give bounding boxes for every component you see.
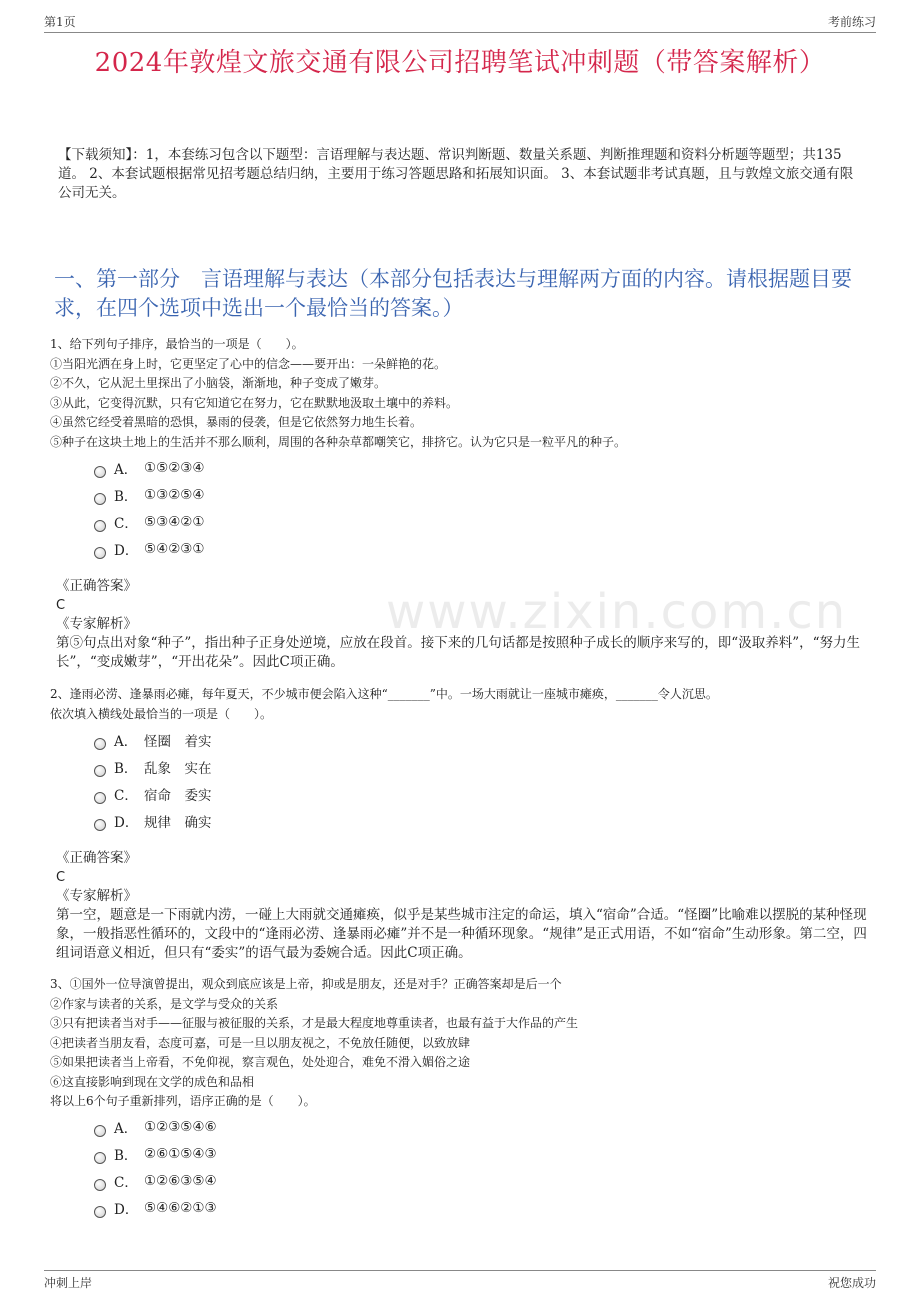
question-3	[50, 975, 870, 1222]
option-d[interactable]: D． ⑤④⑥②①③	[94, 1195, 870, 1222]
option-d[interactable]: D． ⑤④②③①	[94, 535, 870, 562]
page-title: 2024年敦煌文旅交通有限公司招聘笔试冲刺题（带答案解析）	[94, 48, 826, 78]
option-b[interactable]: B． ②⑥①⑤④③	[94, 1141, 870, 1168]
question-line: ③只有把读者当对手——征服与被征服的关系，才是最大程度地尊重读者，也最有益于大作品的产生	[50, 1016, 579, 1030]
option-a[interactable]: A． 怪圈 着实	[94, 726, 870, 753]
options	[94, 726, 870, 834]
radio-icon[interactable]	[94, 1152, 106, 1164]
option-b[interactable]: B． ①③②⑤④	[94, 481, 870, 508]
question-line: ①当阳光洒在身上时，它更坚定了心中的信念——要开出：一朵鲜艳的花。	[50, 356, 447, 371]
section-heading: 一、第一部分 言语理解与表达（本部分包括表达与理解两方面的内容。请根据题目要求，在四个选项中选出一个最恰当的答案。）	[54, 267, 852, 320]
page-footer	[44, 1270, 876, 1296]
option-c[interactable]: C． ①②⑥③⑤④	[94, 1168, 870, 1195]
question-line: 1、给下列句子排序，最恰当的一项是（ ）。	[50, 337, 304, 351]
option-c[interactable]: C． 宿命 委实	[94, 780, 870, 807]
question-line: ⑤如果把读者当上帝看，不免仰视，察言观色，处处迎合，难免不滑入媚俗之途	[50, 1055, 471, 1069]
radio-icon[interactable]	[94, 1125, 106, 1137]
page-header	[44, 10, 876, 33]
radio-icon[interactable]	[94, 738, 106, 750]
radio-icon[interactable]	[94, 819, 106, 831]
question-line: 依次填入横线处最恰当的一项是（ ）。	[50, 706, 273, 721]
option-d[interactable]: D． 规律 确实	[94, 807, 870, 834]
question-line: ⑥这直接影响到现在文学的成色和品相	[50, 1074, 255, 1089]
question-line: ②不久，它从泥土里探出了小脑袋，渐渐地，种子变成了嫩芽。	[50, 376, 387, 390]
radio-icon[interactable]	[94, 1179, 106, 1191]
answer-block-2	[56, 849, 868, 963]
radio-icon[interactable]	[94, 547, 106, 559]
question-line: ②作家与读者的关系，是文学与受众的关系	[50, 996, 279, 1011]
question-line: 3、①国外一位导演曾提出，观众到底应该是上帝，抑或是朋友，还是对手？正确答案却是后一个	[50, 977, 562, 991]
option-b[interactable]: B． 乱象 实在	[94, 753, 870, 780]
page-number: 第1页	[44, 15, 76, 29]
option-a[interactable]: A． ①②③⑤④⑥	[94, 1114, 870, 1141]
radio-icon[interactable]	[94, 520, 106, 532]
options	[94, 454, 870, 562]
radio-icon[interactable]	[94, 792, 106, 804]
option-a[interactable]: A． ①⑤②③④	[94, 454, 870, 481]
answer-label: 《正确答案》	[56, 578, 137, 594]
footer-left: 冲刺上岸	[44, 1276, 93, 1290]
analysis-text: 第⑤句点出对象“种子”，指出种子正身处逆境，应放在段首。接下来的几句话都是按照种子成长的顺序来写的，即“汲取养料”，“努力生长”，“变成嫩芽”，“开出花朵”。因此C项正确。	[56, 635, 861, 670]
answer-value: C	[56, 870, 66, 885]
radio-icon[interactable]	[94, 466, 106, 478]
question-line: ③从此，它变得沉默，只有它知道它在努力，它在默默地汲取土壤中的养料。	[50, 395, 459, 410]
radio-icon[interactable]	[94, 765, 106, 777]
footer-right: 祝您成功	[827, 1276, 876, 1290]
question-line: ⑤种子在这块土地上的生活并不那么顺利，周围的各种杂草都嘲笑它，排挤它。认为它只是一粒平凡的种子。	[50, 434, 627, 449]
option-c[interactable]: C． ⑤③④②①	[94, 508, 870, 535]
analysis-label: 《专家解析》	[56, 888, 137, 904]
radio-icon[interactable]	[94, 1206, 106, 1218]
header-tag: 考前练习	[827, 15, 876, 29]
options	[94, 1114, 870, 1222]
question-2	[50, 685, 870, 834]
question-line: 将以上6个句子重新排列，语序正确的是（ ）。	[50, 1094, 316, 1108]
answer-value: C	[56, 598, 66, 613]
answer-label: 《正确答案》	[56, 850, 137, 866]
answer-block-1	[56, 577, 868, 672]
question-line: ④把读者当朋友看，态度可嘉，可是一旦以朋友视之，不免放任随便，以致放肆	[50, 1035, 471, 1050]
watermark: www.zixin.com.cn	[386, 584, 848, 640]
question-line: ④虽然它经受着黑暗的恐惧，暴雨的侵袭，但是它依然努力地生长着。	[50, 415, 423, 429]
analysis-label: 《专家解析》	[56, 616, 137, 632]
radio-icon[interactable]	[94, 493, 106, 505]
download-notice: 【下载须知】：1，本套练习包含以下题型：言语理解与表达题、常识判断题、数量关系题、判断推理题和资料分析题等题型；共135道。 2、本套试题根据常见招考题总结归纳，主要用于练习答题思路和拓展知识面。 3、本套试题非考试真题，且与敦煌文旅交通有限公司无关。	[58, 147, 854, 201]
question-1	[50, 335, 870, 562]
analysis-text: 第一空，题意是一下雨就内涝，一碰上大雨就交通瘫痪，似乎是某些城市注定的命运，填入“宿命”合适。“怪圈”比喻难以摆脱的某种怪现象，一般指恶性循环的，文段中的“逢雨必涝、逢暴雨必瘫”并不是一种循环现象。“规律”是正式用语，不如“宿命”生动形象。第二空，四组词语意义相近，但只有“委实”的语气最为委婉合适。因此C项正确。	[56, 907, 867, 961]
question-line: 2、逢雨必涝、逢暴雨必瘫，每年夏天，不少城市便会陷入这种“_______”中。一场大雨就让一座城市瘫痪，_______令人沉思。	[50, 687, 718, 701]
